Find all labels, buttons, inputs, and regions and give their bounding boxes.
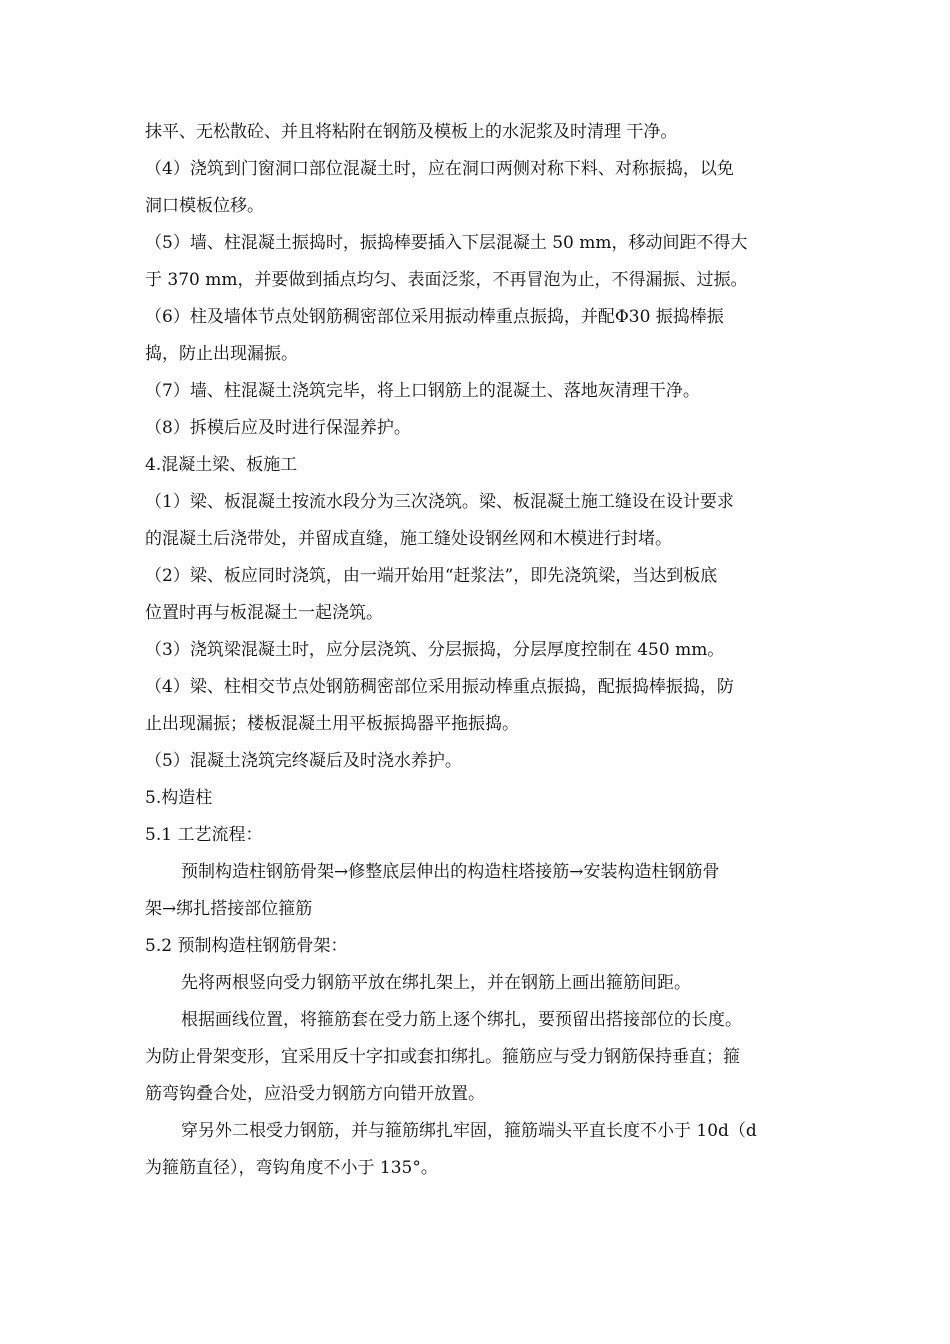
text-line: （7）墙、柱混凝土浇筑完毕，将上口钢筋上的混凝土、落地灰清理干净。	[145, 381, 700, 401]
text-line: （3）浇筑梁混凝土时，应分层浇筑、分层振捣，分层厚度控制在 450 mm。	[145, 640, 725, 660]
text-line: （2）梁、板应同时浇筑，由一端开始用“赶浆法”，即先浇筑梁，当达到板底	[145, 566, 718, 586]
subsection-heading: 5.1 工艺流程：	[145, 825, 263, 845]
text-line: 为防止骨架变形，宜采用反十字扣或套扣绑扎。箍筋应与受力钢筋保持垂直；箍	[145, 1047, 740, 1067]
text-line: 止出现漏振；楼板混凝土用平板振捣器平拖振捣。	[145, 714, 519, 734]
text-line: （6）柱及墙体节点处钢筋稠密部位采用振动棒重点振捣，并配Φ30 振捣棒振	[145, 307, 724, 327]
text-line: （8）拆模后应及时进行保湿养护。	[145, 418, 411, 438]
section-heading: 5.构造柱	[145, 788, 213, 808]
text-line: 捣，防止出现漏振。	[145, 344, 298, 364]
subsection-heading: 5.2 预制构造柱钢筋骨架：	[145, 936, 348, 956]
text-line: 洞口模板位移。	[145, 196, 264, 216]
text-line: 架→绑扎搭接部位箍筋	[145, 899, 313, 919]
text-line: （4）梁、柱相交节点处钢筋稠密部位采用振动棒重点振捣，配振捣棒振捣，防	[145, 677, 734, 697]
section-heading: 4.混凝土梁、板施工	[145, 455, 298, 475]
text-line: 于 370 mm，并要做到插点均匀、表面泛浆，不再冒泡为止，不得漏振、过振。	[145, 270, 748, 290]
text-line: 为箍筋直径），弯钩角度不小于 135°。	[145, 1158, 438, 1178]
text-line: 筋弯钩叠合处，应沿受力钢筋方向错开放置。	[145, 1084, 485, 1104]
text-line: 抹平、无松散砼、并且将粘附在钢筋及模板上的水泥浆及时清理 干净。	[145, 122, 678, 142]
text-line: 预制构造柱钢筋骨架→修整底层伸出的构造柱塔接筋→安装构造柱钢筋骨	[181, 862, 720, 882]
text-line: （4）浇筑到门窗洞口部位混凝土时，应在洞口两侧对称下料、对称振捣，以免	[145, 159, 734, 179]
text-line: （1）梁、板混凝土按流水段分为三次浇筑。梁、板混凝土施工缝设在设计要求	[145, 492, 734, 512]
text-line: 先将两根竖向受力钢筋平放在绑扎架上，并在钢筋上画出箍筋间距。	[181, 973, 691, 993]
document-body	[145, 114, 813, 1187]
text-line: 穿另外二根受力钢筋，并与箍筋绑扎牢固，箍筋端头平直长度不小于 10d（d	[181, 1121, 757, 1141]
text-line: （5）墙、柱混凝土振捣时，振捣棒要插入下层混凝土 50 mm，移动间距不得大	[145, 233, 748, 253]
text-line: 的混凝土后浇带处，并留成直缝，施工缝处设钢丝网和木模进行封堵。	[145, 529, 672, 549]
text-line: （5）混凝土浇筑完终凝后及时浇水养护。	[145, 751, 462, 771]
text-line: 位置时再与板混凝土一起浇筑。	[145, 603, 383, 623]
text-line: 根据画线位置，将箍筋套在受力筋上逐个绑扎，要预留出搭接部位的长度。	[181, 1010, 742, 1030]
